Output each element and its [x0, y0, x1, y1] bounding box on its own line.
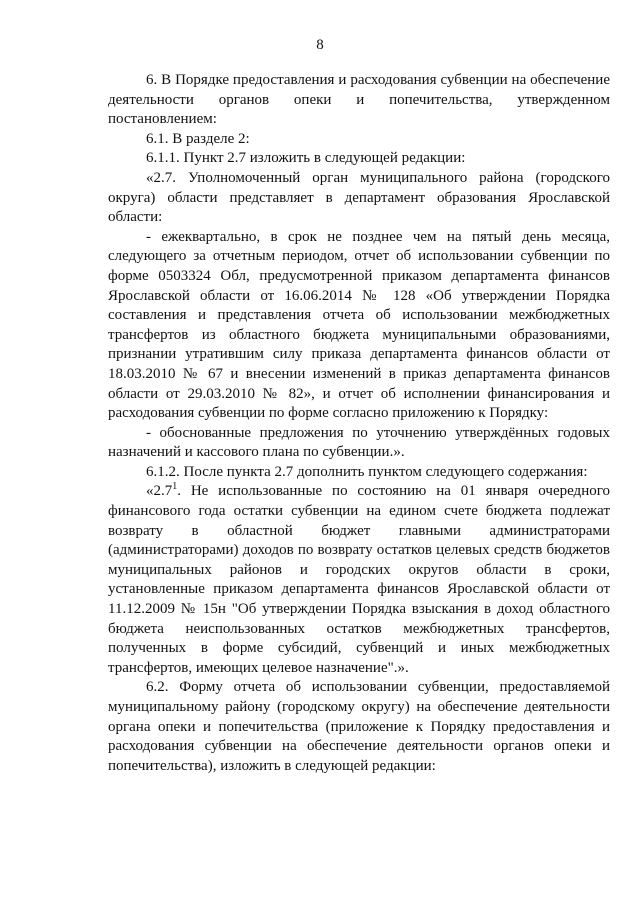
paragraph-6-1-1: 6.1.1. Пункт 2.7 изложить в следующей редакции: — [146, 150, 466, 167]
paragraph-quarterly-report: - ежеквартально, в срок не позднее чем на пятый день месяца, следующего за отчетным периодом, отчет об использовании субвенции по форме 0503324 Обл, предусмотренной приказом департамента финансов Ярославской области от 16.06.2014 № 128 «Об утверждении Порядка составления и представления отчета об использовании межбюджетных трансфертов из областного бюджета муниципальными образованиями, признании утратившим силу приказа департамента финансов области от 18.03.2010 № 67 и внесении изменений в приказ департамента финансов области от 29.03.2010 № 82», и отчет об исполнении финансирования и расходования субвенции по форме согласно приложению к Порядку: — [108, 228, 610, 422]
paragraph-proposals: - обоснованные предложения по уточнению утверждённых годовых назначений и кассового плана по субвенции.». — [108, 424, 610, 461]
paragraph-6-1: 6.1. В разделе 2: — [146, 130, 250, 147]
paragraph-6-1-2: 6.1.2. После пункта 2.7 дополнить пунктом следующего содержания: — [146, 463, 588, 480]
document-body — [108, 71, 610, 776]
point-2-7-1-superscript: 1 — [172, 481, 178, 493]
page-number: 8 — [316, 37, 324, 53]
paragraph-6-2: 6.2. Форму отчета об использовании субвенции, предоставляемой муниципальному району (городскому округу) на обеспечение деятельности органа опеки и попечительства (приложение к Порядку предоставления и расходования субвенции на обеспечение деятельности органов опеки и попечительства), изложить в следующей редакции: — [108, 679, 610, 774]
paragraph-2-7-1 — [108, 482, 610, 678]
paragraph-2-7: «2.7. Уполномоченный орган муниципального района (городского округа) области представляет в департамент образования Ярославской области: — [108, 169, 610, 226]
point-2-7-1-text: . Не использованные по состоянию на 01 января очередного финансового года остатки субвенции на едином счете бюджета подлежат возврату в областной бюджет главными администраторами (администраторами) доходов по возврату остатков целевых средств бюджетов муниципальных районов и городских округов области в сроки, установленные приказом департамента финансов Ярославской области от 11.12.2009 № 15н "Об утверждении Порядка взыскания в доход областного бюджета неиспользованных остатков межбюджетных трансфертов, полученных в форме субсидий, субвенций и иных межбюджетных трансфертов, имеющих целевое назначение".». — [108, 483, 610, 676]
paragraph-6: 6. В Порядке предоставления и расходования субвенции на обеспечение деятельности органов опеки и попечительства, утвержденном постановлением: — [108, 72, 610, 128]
point-2-7-1-prefix: «2.7 — [146, 483, 173, 500]
